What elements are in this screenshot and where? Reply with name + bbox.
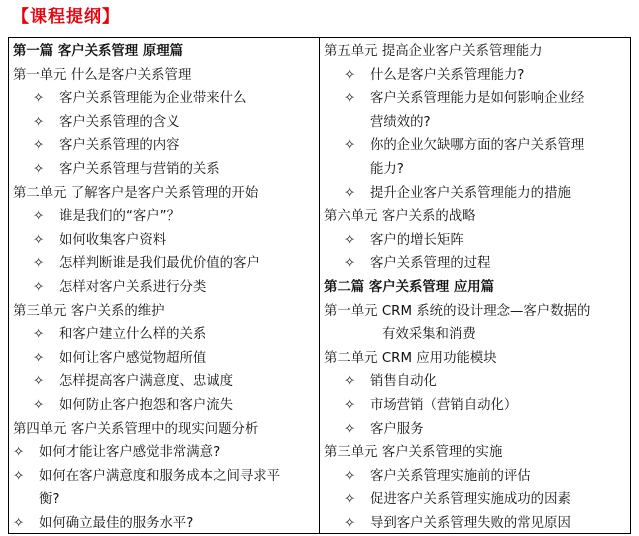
page-title: 【课程提纲】	[12, 7, 120, 27]
bullet-icon: ✧	[344, 421, 356, 437]
list-item: ✧ 怎样对客户关系进行分类	[33, 276, 206, 300]
list-item: ✧ 如何让客户感觉物超所值	[33, 347, 206, 371]
right-column	[320, 38, 631, 534]
list-item: ✧ 导到客户关系管理失败的常见原因	[344, 512, 571, 536]
unit5-title: 第五单元 提高企业客户关系管理能力	[324, 44, 543, 59]
unit4-title: 第四单元 客户关系管理中的现实问题分析	[13, 421, 259, 437]
bullet-icon: ✧	[33, 91, 45, 107]
bullet-icon: ✧	[13, 468, 25, 484]
list-item: ✧ 如何才能让客户感觉非常满意?	[13, 441, 220, 465]
list-item: ✧ 什么是客户关系管理能力?	[344, 64, 524, 88]
list-item: ✧ 市场营销（营销自动化）	[344, 394, 517, 418]
list-item: ✧ 客户关系管理与营销的关系	[33, 158, 220, 182]
bullet-icon: ✧	[33, 256, 45, 272]
list-item: ✧ 如何确立最佳的服务水平?	[13, 512, 193, 536]
list-item: ✧ 客户关系管理能为企业带来什么	[33, 87, 246, 111]
app-unit1-title: 第一单元 CRM 系统的设计理念—客户数据的	[324, 303, 591, 319]
bullet-icon: ✧	[33, 374, 45, 390]
bullet-icon: ✧	[33, 398, 45, 413]
left-column	[9, 38, 320, 534]
course-outline-table	[8, 37, 631, 534]
list-item: ✧ 谁是我们的“客户”？	[33, 205, 180, 229]
list-item: ✧ 怎样提高客户满意度、忠诚度	[33, 370, 233, 394]
bullet-icon: ✧	[344, 516, 356, 531]
bullet-icon: ✧	[33, 114, 45, 130]
app-unit3-title: 第三单元 客户关系管理的实施	[324, 445, 503, 461]
bullet-icon: ✧	[33, 232, 45, 248]
unit6-title: 第六单元 客户关系的战略	[324, 209, 476, 225]
list-item: ✧ 客户关系管理的含义	[33, 111, 180, 135]
list-item: ✧ 你的企业欠缺哪方面的客户关系管理	[344, 134, 584, 158]
list-item: ✧ 促进客户关系管理实施成功的因素	[344, 488, 571, 512]
bullet-icon: ✧	[344, 232, 356, 248]
app-unit1-continuation: 有效采集和消费	[382, 327, 476, 343]
bullet-icon: ✧	[344, 138, 356, 154]
list-item-continuation: 衡?	[39, 492, 60, 508]
bullet-icon: ✧	[33, 327, 45, 343]
part1-title: 第一篇 客户关系管理 原理篇	[13, 44, 184, 59]
bullet-icon: ✧	[33, 162, 45, 177]
bullet-icon: ✧	[344, 492, 356, 508]
list-item: ✧ 如何收集客户资料	[33, 229, 166, 253]
bullet-icon: ✧	[13, 445, 25, 461]
bullet-icon: ✧	[344, 398, 356, 413]
bullet-icon: ✧	[344, 374, 356, 390]
list-item: ✧ 和客户建立什么样的关系	[33, 323, 206, 347]
list-item: ✧ 如何在客户满意度和服务成本之间寻求平	[13, 465, 280, 489]
unit1-title: 第一单元 什么是客户关系管理	[13, 67, 192, 83]
list-item: ✧ 客户关系管理的过程	[344, 252, 491, 276]
bullet-icon: ✧	[13, 516, 25, 531]
unit2-title: 第二单元 了解客户是客户关系管理的开始	[13, 185, 259, 201]
list-item: ✧ 客户关系管理实施前的评估	[344, 465, 531, 489]
bullet-icon: ✧	[33, 138, 45, 154]
list-item: ✧ 客户关系管理能力是如何影响企业经	[344, 87, 584, 111]
list-item: ✧ 客户服务	[344, 418, 424, 442]
list-item: ✧ 如何防止客户抱怨和客户流失	[33, 394, 233, 418]
list-item: ✧ 提升企业客户关系管理能力的措施	[344, 182, 571, 206]
bullet-icon: ✧	[344, 67, 356, 83]
list-item: ✧ 销售自动化	[344, 370, 437, 394]
part2-title: 第二篇 客户关系管理 应用篇	[324, 280, 495, 295]
unit3-title: 第三单元 客户关系的维护	[13, 303, 165, 319]
bullet-icon: ✧	[344, 256, 356, 272]
list-item-continuation: 营绩效的?	[370, 114, 431, 130]
bullet-icon: ✧	[33, 350, 45, 366]
app-unit2-title: 第二单元 CRM 应用功能模块	[324, 350, 497, 366]
bullet-icon: ✧	[344, 185, 356, 201]
list-item: ✧ 怎样判断谁是我们最优价值的客户	[33, 252, 260, 276]
list-item: ✧ 客户的增长矩阵	[344, 229, 464, 253]
list-item: ✧ 客户关系管理的内容	[33, 134, 180, 158]
bullet-icon: ✧	[33, 209, 45, 225]
bullet-icon: ✧	[344, 91, 356, 107]
bullet-icon: ✧	[344, 468, 356, 484]
bullet-icon: ✧	[33, 280, 45, 295]
list-item-continuation: 能力?	[370, 162, 404, 177]
